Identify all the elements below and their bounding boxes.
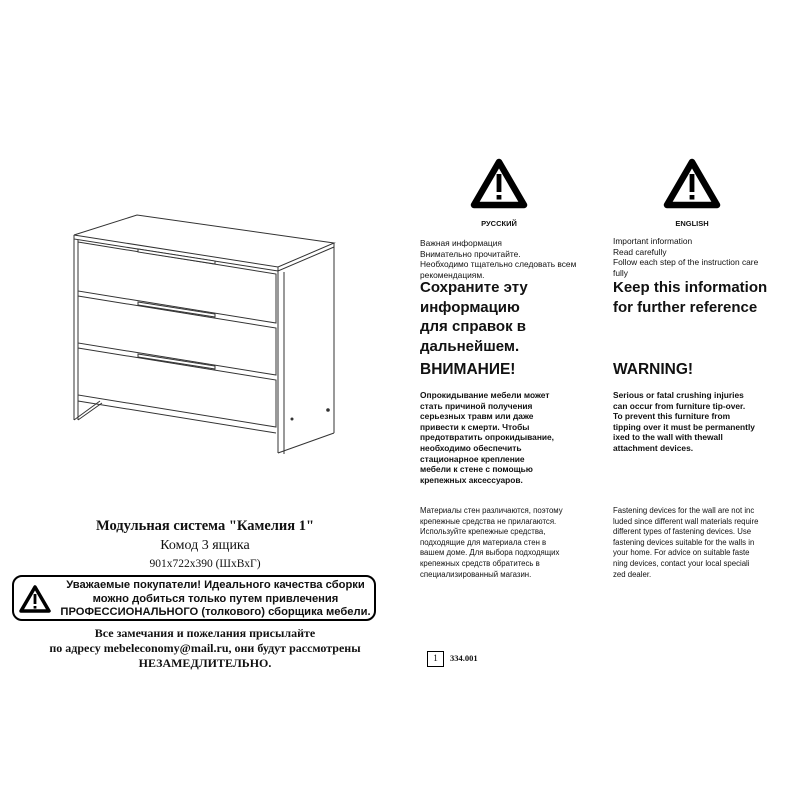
english-fastening-text bbox=[613, 506, 793, 580]
english-intro bbox=[613, 236, 793, 278]
contact-line: по адресу mebeleconomy@mail.ru, они будут рассмотрены bbox=[49, 641, 361, 655]
notice-line: Уважаемые покупатели! Идеального качества сборки bbox=[66, 579, 365, 591]
keep-line: Keep this information bbox=[613, 279, 768, 296]
notice-line: можно добиться только путем привлечения bbox=[92, 592, 339, 605]
fastening-line: подходящие для материала стен в bbox=[420, 537, 547, 547]
fastening-line: ning devices, contact your local speciali bbox=[613, 558, 750, 568]
contact-line: Все замечания и пожелания присылайте bbox=[94, 626, 316, 640]
fastening-line: вашем доме. Для выбора подходящих bbox=[420, 548, 560, 558]
russian-keep-info bbox=[420, 278, 585, 356]
intro-line: Follow each step of the instruction care bbox=[613, 257, 759, 268]
warning-triangle-icon bbox=[470, 158, 528, 210]
intro-line: Important information bbox=[613, 236, 693, 246]
warning-triangle-icon bbox=[663, 158, 721, 210]
page-number: 1 bbox=[427, 651, 444, 667]
document-code: 334.001 bbox=[450, 653, 478, 663]
russian-fastening-text bbox=[420, 506, 590, 580]
product-name: Комод 3 ящика bbox=[160, 538, 250, 553]
dresser-illustration bbox=[60, 205, 350, 465]
warning-line: серьезных травм или даже bbox=[420, 411, 534, 422]
fastening-line: Материалы стен различаются, поэтому bbox=[420, 506, 563, 515]
english-warning-title: WARNING! bbox=[613, 361, 694, 378]
warning-line: необходимо обеспечить bbox=[420, 442, 522, 453]
intro-line: fully bbox=[613, 267, 628, 278]
russian-warning-text bbox=[420, 390, 585, 485]
fastening-line: your home. For advice on suitable faste bbox=[613, 548, 750, 558]
fastening-line: специализированный магазин. bbox=[420, 569, 532, 579]
english-warning-text bbox=[613, 390, 793, 454]
intro-line: рекомендациям. bbox=[420, 269, 485, 280]
language-label-english: ENGLISH bbox=[675, 219, 709, 228]
warning-line: attachment devices. bbox=[613, 442, 694, 453]
product-line-title: Модульная система "Камелия 1" bbox=[95, 518, 315, 534]
keep-line: Сохраните эту bbox=[420, 279, 528, 296]
warning-line: tipping over it must be permanently bbox=[613, 421, 755, 432]
warning-line: стационарное крепление bbox=[420, 453, 525, 464]
product-dimensions: 901x722x390 (ШхВхГ) bbox=[149, 558, 261, 570]
warning-line: привести к смерти. Чтобы bbox=[420, 421, 530, 432]
fastening-line: luded since different wall materials require bbox=[613, 516, 759, 526]
warning-line: To prevent this furniture from bbox=[613, 411, 731, 422]
warning-line: Опрокидывание мебели может bbox=[420, 390, 550, 400]
fastening-line: крепежные средства не прилагаются. bbox=[420, 516, 557, 526]
russian-warning-title: ВНИМАНИЕ! bbox=[420, 361, 516, 378]
warning-line: мебели к стене с помощью bbox=[420, 464, 533, 475]
notice-line: ПРОФЕССИОНАЛЬНОГО (толкового) сборщика мебели. bbox=[60, 606, 371, 619]
intro-line: Внимательно прочитайте. bbox=[420, 248, 521, 259]
assembly-notice-text bbox=[58, 579, 373, 620]
assembly-notice-box bbox=[12, 575, 376, 621]
keep-line: информацию bbox=[420, 298, 520, 316]
fastening-line: zed dealer. bbox=[613, 569, 652, 579]
keep-line: для справок в bbox=[420, 318, 526, 335]
warning-line: Serious or fatal crushing injuries bbox=[613, 390, 744, 400]
intro-line: Важная информация bbox=[420, 238, 502, 248]
english-keep-info bbox=[613, 278, 793, 317]
warning-line: ixed to the wall with thewall bbox=[613, 432, 723, 443]
intro-line: Необходимо тщательно следовать всем bbox=[420, 259, 577, 270]
contact-notice bbox=[20, 626, 390, 671]
russian-intro bbox=[420, 238, 595, 280]
warning-line: стать причиной получения bbox=[420, 400, 533, 411]
fastening-line: Используйте крепежные средства, bbox=[420, 527, 546, 537]
warning-triangle-icon bbox=[19, 585, 51, 613]
keep-line: дальнейшем. bbox=[420, 337, 520, 355]
language-label-russian: РУССКИЙ bbox=[481, 219, 517, 228]
warning-line: предотвратить опрокидывание, bbox=[420, 432, 555, 443]
fastening-line: Fastening devices for the wall are not inc bbox=[613, 506, 755, 515]
contact-line: НЕЗАМЕДЛИТЕЛЬНО. bbox=[138, 656, 272, 670]
intro-line: Read carefully bbox=[613, 246, 667, 257]
fastening-line: крепежных средств обратитесь в bbox=[420, 558, 540, 568]
keep-line: for further reference bbox=[613, 298, 758, 316]
warning-line: крепежных аксессуаров. bbox=[420, 474, 523, 485]
warning-line: can occur from furniture tip-over. bbox=[613, 400, 746, 411]
fastening-line: fastening devices suitable for the walls in bbox=[613, 537, 755, 547]
fastening-line: different types of fastening devices. Use bbox=[613, 527, 752, 537]
